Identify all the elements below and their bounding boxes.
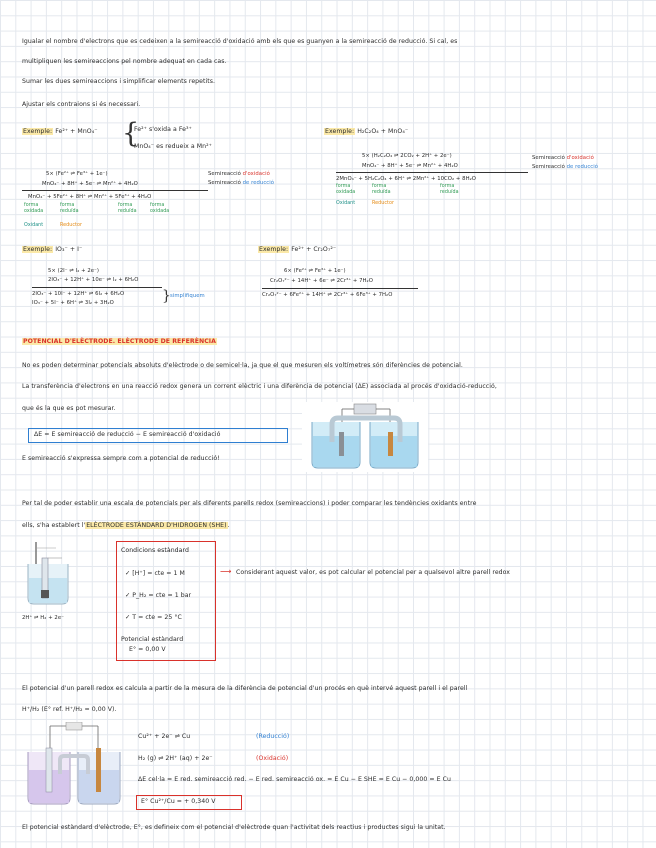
ex2-oxidant: Oxidant bbox=[336, 201, 356, 206]
example-2-semi-red: Semireacció de reducció bbox=[532, 164, 599, 170]
copper-reaction-2: H₂ (g) ⇌ 2H⁺ (aq) + 2e⁻ bbox=[138, 755, 213, 762]
ex2-label-c: forma reduïda bbox=[440, 184, 459, 195]
intro-line-4: Ajustar els contraions si és necessari. bbox=[22, 101, 141, 108]
example-1-semi-ox: Semireacció d'oxidació bbox=[208, 171, 270, 177]
ex1-label-d: forma oxidada bbox=[150, 203, 170, 214]
paragraph-7: El potencial d'un parell redox es calcula a partir de la mesura de la diferència de potencial d'un procés en què intervé aquest parell i el parell bbox=[22, 685, 468, 692]
she-arrow-text: Considerant aquest valor, es pot calcular el potencial per a qualsevol altre parell redox bbox=[236, 569, 511, 576]
paragraph-3: que és la que es pot mesurar. bbox=[22, 405, 116, 412]
ex2-label-b: forma reduïda bbox=[372, 184, 391, 195]
example-2-sum-line bbox=[336, 172, 528, 173]
example-3-eq2: 2IO₃⁻ + 12H⁺ + 10e⁻ ⇌ I₂ + 6H₂O bbox=[48, 277, 139, 283]
example-2: Exemple: H₂C₂O₄ + MnO₄⁻ bbox=[325, 128, 409, 135]
hydrogen-electrode-figure bbox=[22, 540, 74, 608]
example-2-eq2: MnO₄⁻ + 8H⁺ + 5e⁻ ⇌ Mn²⁺ + 4H₂O bbox=[362, 163, 458, 169]
example-2-semi-ox: Semireacció d'oxidació bbox=[532, 155, 594, 161]
example-1-branch-top: Fe²⁺ s'oxida a Fe³⁺ bbox=[134, 126, 192, 133]
example-4-sum-line bbox=[262, 288, 418, 289]
condition-temperature: ✓ T = cte = 25 °C bbox=[125, 614, 182, 621]
example-4: Exemple: Fe²⁺ + Cr₂O₇²⁻ bbox=[259, 246, 337, 253]
copper-cell-figure bbox=[24, 722, 124, 806]
example-3-sum-line bbox=[32, 287, 162, 288]
example-4-eq2: Cr₂O₇²⁻ + 14H⁺ + 6e⁻ ⇌ 2Cr³⁺ + 7H₂O bbox=[270, 278, 373, 284]
formula: ΔE = E semireacció de reducció − E semireacció d'oxidació bbox=[34, 431, 221, 438]
standard-conditions-box bbox=[116, 541, 216, 661]
example-2-sum: 2MnO₄⁻ + 5H₂C₂O₄ + 6H⁺ ⇌ 2Mn²⁺ + 10CO₂ + 8H₂O bbox=[336, 176, 476, 182]
example-1-semi-red: Semireacció de reducció bbox=[208, 180, 275, 186]
copper-reaction-1: Cu²⁺ + 2e⁻ ⇌ Cu bbox=[138, 733, 191, 740]
ex1-label-a: forma oxidada bbox=[24, 203, 44, 214]
ex1-label-b: forma reduïda bbox=[60, 203, 79, 214]
arrow-icon: ⟶ bbox=[220, 567, 232, 576]
ex2-label-a: forma oxidada bbox=[336, 184, 356, 195]
example-4-eq1: 6× (Fe²⁺ ⇌ Fe³⁺ + 1e⁻) bbox=[284, 268, 346, 274]
example-1-branch-bottom: MnO₄⁻ es redueix a Mn²⁺ bbox=[134, 143, 212, 150]
example-1: Exemple: Fe²⁺ + MnO₄⁻ bbox=[23, 128, 98, 135]
ex1-oxidant: Oxidant bbox=[24, 223, 44, 228]
conditions-title: Condicions estàndard bbox=[121, 547, 189, 554]
example-2-eq1: 5× (H₂C₂O₄ ⇌ 2CO₂ + 2H⁺ + 2e⁻) bbox=[362, 153, 452, 159]
copper-result: E° Cu²⁺/Cu = + 0,340 V bbox=[141, 798, 216, 805]
paragraph-8: H⁺/H₂ (E° ref. H⁺/H₂ = 0,00 V). bbox=[22, 706, 117, 713]
copper-result-box bbox=[136, 795, 242, 810]
electrochemical-cell-figure bbox=[302, 402, 428, 472]
copper-reaction-1-tag: (Reducció) bbox=[256, 733, 290, 740]
formula-box bbox=[28, 428, 288, 443]
ex1-reductor: Reductor bbox=[60, 223, 82, 228]
intro-line-1: Igualar el nombre d'electrons que es cedeixen a la semireacció d'oxidació amb els que es guanyen a la semireacció de reducció. Si cal, es bbox=[22, 38, 458, 45]
paragraph-1: No es poden determinar potencials absoluts d'elèctrode o de semicel·la, ja que el que mesuren els voltímetres són diferències de potencial. bbox=[22, 362, 463, 369]
condition-concentration: ✓ [H⁺] = cte = 1 M bbox=[125, 570, 185, 577]
standard-potential-value: E° = 0,00 V bbox=[129, 646, 166, 653]
section-heading: POTENCIAL D'ELÈCTRODE. ELÈCTRODE DE REFERÈNCIA bbox=[23, 338, 216, 345]
example-1-brace: { bbox=[122, 118, 140, 149]
example-1-eq2: MnO₄⁻ + 8H⁺ + 5e⁻ ⇌ Mn²⁺ + 4H₂O bbox=[42, 181, 138, 187]
example-3-eq1: 5× (2I⁻ ⇌ I₂ + 2e⁻) bbox=[48, 268, 100, 274]
copper-delta: ΔE cel·la = E red. semireacció red. − E red. semireacció ox. = E Cu − E SHE = E Cu − 0,000 = E Cu bbox=[138, 776, 451, 783]
paragraph-5: Per tal de poder establir una escala de potencials per als diferents parells redox (semireaccions) i poder comparar les tendències oxidants entre bbox=[22, 500, 477, 507]
example-4-sum: Cr₂O₇²⁻ + 6Fe²⁺ + 14H⁺ ⇌ 2Cr³⁺ + 6Fe³⁺ + 7H₂O bbox=[262, 292, 393, 298]
intro-line-3: Sumar les dues semireaccions i simplificar elements repetits. bbox=[22, 78, 216, 85]
ex1-label-c: forma reduïda bbox=[118, 203, 137, 214]
paragraph-2: La transferència d'electrons en una reacció redox genera un corrent elèctric i una diferència de potencial (ΔE) associada al procés d'oxidació-reducció, bbox=[22, 383, 497, 390]
example-3: Exemple: IO₃⁻ + I⁻ bbox=[23, 246, 83, 253]
paragraph-9: El potencial estàndard d'elèctrode, E°, es defineix com el potencial d'elèctrode quan l'activitat dels reactius i productes sigui la unitat. bbox=[22, 824, 446, 831]
paragraph-6: ells, s'ha establert l'ELÈCTRODE ESTÀNDARD D'HIDROGEN (SHE). bbox=[22, 522, 230, 529]
example-3-simplify: simplifiquem bbox=[170, 293, 205, 299]
she-reaction: 2H⁺ ⇌ H₂ + 2e⁻ bbox=[22, 615, 64, 621]
standard-potential-label: Potencial estàndard bbox=[121, 636, 184, 643]
paragraph-4: E semireacció s'expressa sempre com a potencial de reducció! bbox=[22, 455, 220, 462]
example-1-sum-line bbox=[22, 190, 208, 191]
ex2-reductor: Reductor bbox=[372, 201, 394, 206]
example-1-eq1: 5× (Fe²⁺ ⇌ Fe³⁺ + 1e⁻) bbox=[46, 171, 108, 177]
copper-reaction-2-tag: (Oxidació) bbox=[256, 755, 289, 762]
example-3-brace: } bbox=[162, 288, 171, 304]
example-1-sum: MnO₄⁻ + 5Fe²⁺ + 8H⁺ ⇌ Mn²⁺ + 5Fe³⁺ + 4H₂O bbox=[28, 194, 152, 200]
condition-pressure: ✓ P_H₂ = cte = 1 bar bbox=[125, 592, 192, 599]
intro-line-2: multipliquen les semireaccions pel nombre adequat en cada cas. bbox=[22, 58, 227, 65]
example-3-sum-1: 2IO₃⁻ + 10I⁻ + 12H⁺ ⇌ 6I₂ + 6H₂O bbox=[32, 291, 125, 297]
example-3-sum-2: IO₃⁻ + 5I⁻ + 6H⁺ ⇌ 3I₂ + 3H₂O bbox=[32, 300, 114, 306]
